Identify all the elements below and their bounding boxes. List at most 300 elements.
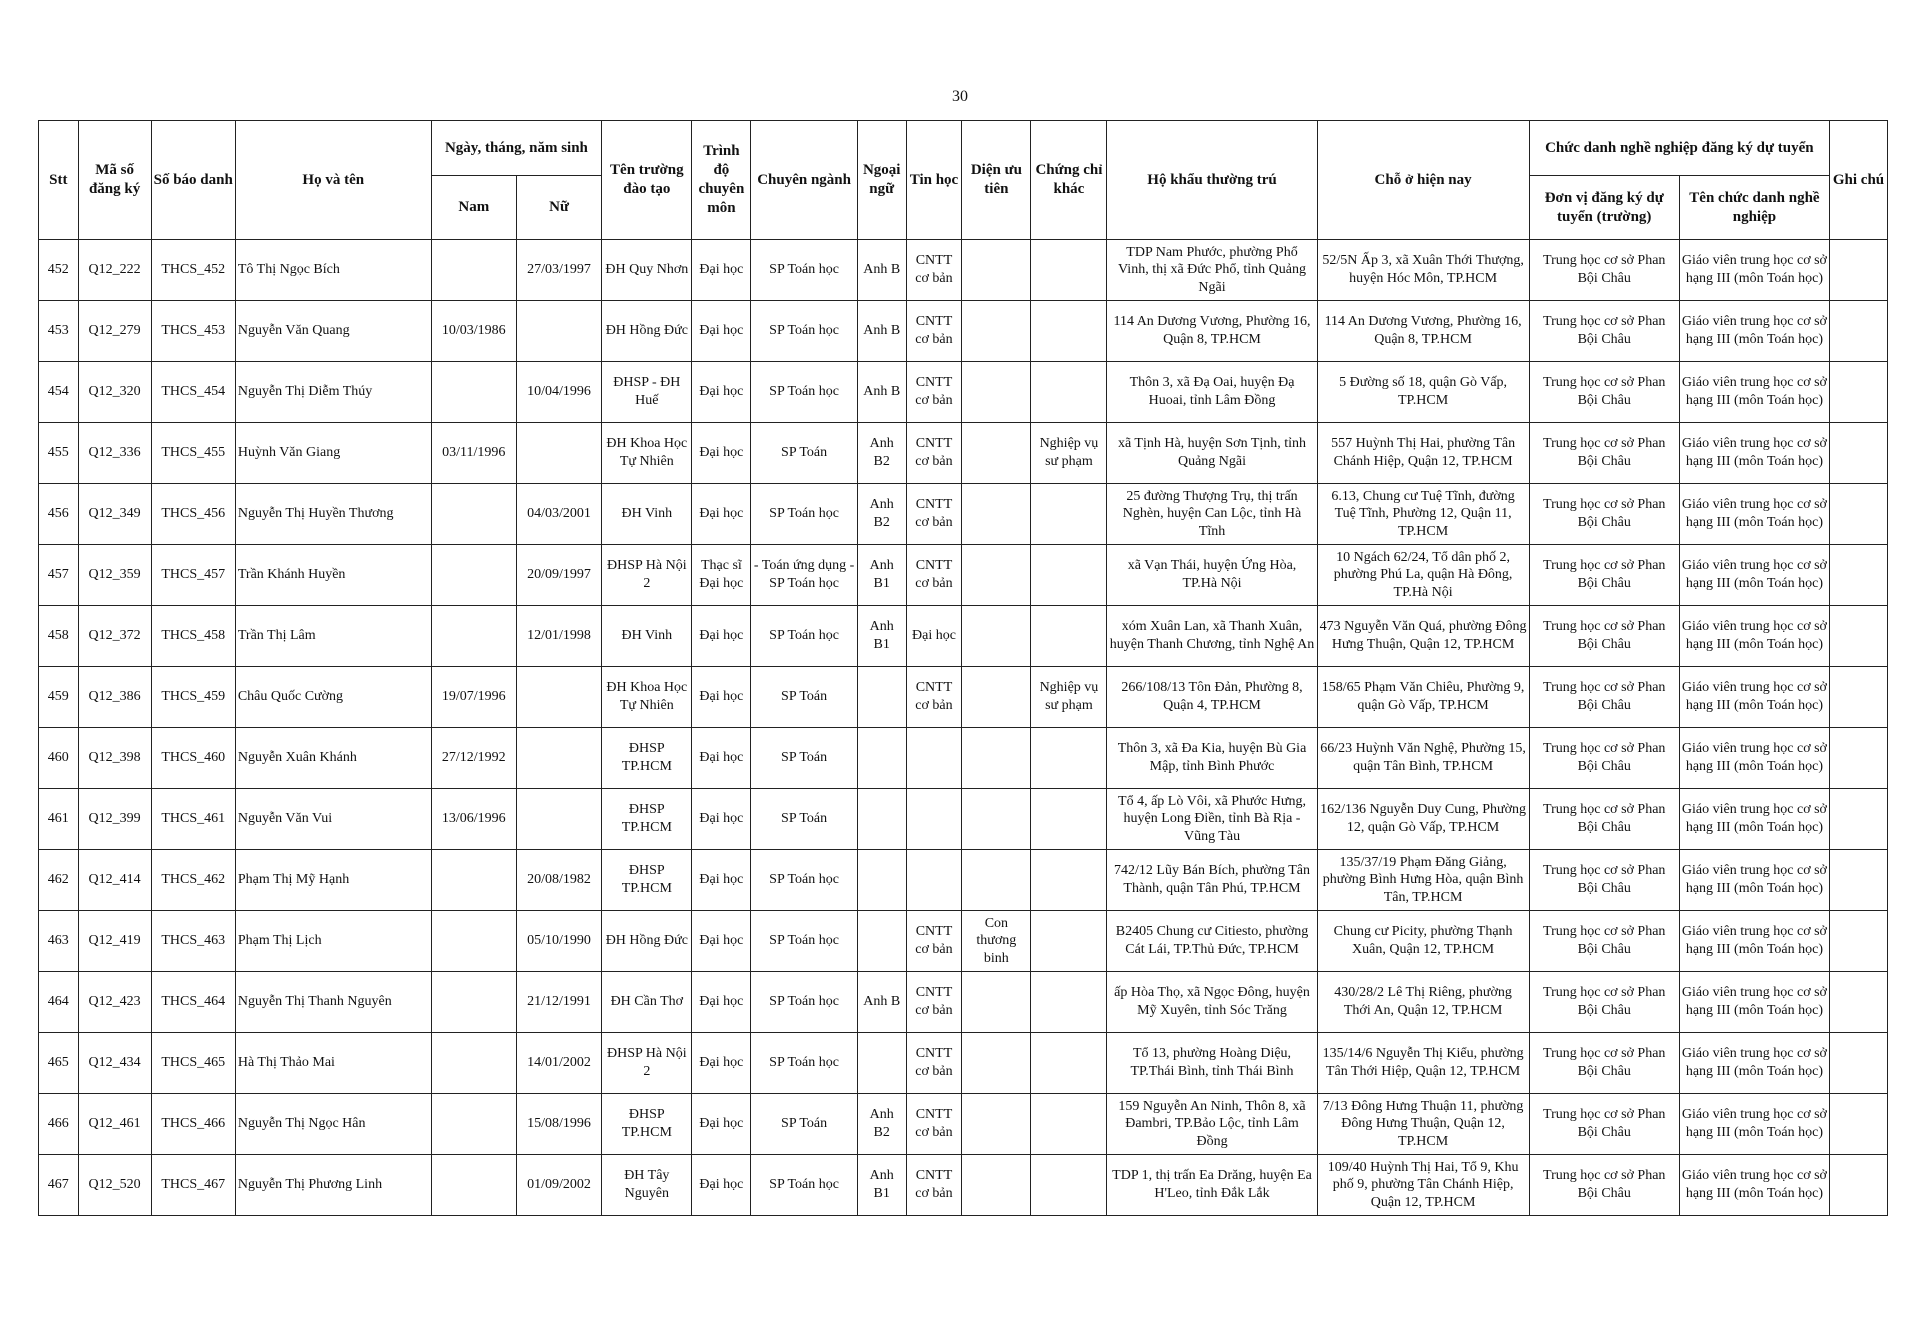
- cell-ngoai-ngu: Anh B2: [857, 423, 906, 484]
- cell-cho-o: 135/14/6 Nguyễn Thị Kiểu, phường Tân Thới Hiệp, Quận 12, TP.HCM: [1317, 1033, 1529, 1094]
- cell-trinh-do: Đại học: [692, 789, 751, 850]
- cell-dien-uu-tien: [962, 728, 1031, 789]
- cell-chuyen-nganh: SP Toán học: [751, 1033, 858, 1094]
- cell-tin-hoc: CNTT cơ bản: [906, 240, 962, 301]
- cell-so-bao-danh: THCS_464: [151, 972, 235, 1033]
- cell-nam: [431, 362, 516, 423]
- table-row: [39, 911, 1888, 972]
- cell-truong: ĐH Vinh: [602, 606, 692, 667]
- cell-ngoai-ngu: Anh B: [857, 362, 906, 423]
- cell-ho-ten: Nguyễn Thị Thanh Nguyên: [235, 972, 431, 1033]
- cell-ho-ten: Nguyễn Thị Diễm Thúy: [235, 362, 431, 423]
- cell-chung-chi: [1031, 545, 1107, 606]
- cell-trinh-do: Đại học: [692, 606, 751, 667]
- cell-dien-uu-tien: [962, 850, 1031, 911]
- cell-ho-ten: Huỳnh Văn Giang: [235, 423, 431, 484]
- table-row: [39, 728, 1888, 789]
- table-row: [39, 1094, 1888, 1155]
- cell-chuyen-nganh: SP Toán học: [751, 1155, 858, 1216]
- cell-ma-so: Q12_349: [78, 484, 151, 545]
- cell-ghi-chu: [1830, 911, 1888, 972]
- cell-truong: ĐH Quy Nhơn: [602, 240, 692, 301]
- cell-chuc-danh: Giáo viên trung học cơ sở hạng III (môn Toán học): [1679, 911, 1829, 972]
- candidate-table: [38, 120, 1888, 1216]
- cell-trinh-do: Đại học: [692, 667, 751, 728]
- cell-tin-hoc: [906, 850, 962, 911]
- cell-ghi-chu: [1830, 1155, 1888, 1216]
- cell-tin-hoc: CNTT cơ bản: [906, 911, 962, 972]
- cell-chung-chi: [1031, 1155, 1107, 1216]
- cell-stt: 466: [39, 1094, 79, 1155]
- table-row: [39, 606, 1888, 667]
- cell-ma-so: Q12_386: [78, 667, 151, 728]
- cell-ho-khau: 114 An Dương Vương, Phường 16, Quận 8, TP.HCM: [1107, 301, 1317, 362]
- cell-stt: 459: [39, 667, 79, 728]
- cell-cho-o: 109/40 Huỳnh Thị Hai, Tổ 9, Khu phố 9, phường Tân Chánh Hiệp, Quận 12, TP.HCM: [1317, 1155, 1529, 1216]
- cell-ngoai-ngu: [857, 789, 906, 850]
- cell-ngoai-ngu: Anh B1: [857, 606, 906, 667]
- cell-tin-hoc: Đại học: [906, 606, 962, 667]
- cell-ho-ten: Trần Thị Lâm: [235, 606, 431, 667]
- cell-so-bao-danh: THCS_454: [151, 362, 235, 423]
- cell-nu: [516, 728, 601, 789]
- cell-chuyen-nganh: SP Toán học: [751, 972, 858, 1033]
- cell-so-bao-danh: THCS_457: [151, 545, 235, 606]
- cell-truong: ĐH Tây Nguyên: [602, 1155, 692, 1216]
- cell-dien-uu-tien: [962, 789, 1031, 850]
- cell-truong: ĐH Hồng Đức: [602, 911, 692, 972]
- cell-cho-o: 162/136 Nguyễn Duy Cung, Phường 12, quận Gò Vấp, TP.HCM: [1317, 789, 1529, 850]
- cell-tin-hoc: CNTT cơ bản: [906, 423, 962, 484]
- cell-ho-khau: B2405 Chung cư Citiesto, phường Cát Lái, TP.Thủ Đức, TP.HCM: [1107, 911, 1317, 972]
- cell-chuc-danh: Giáo viên trung học cơ sở hạng III (môn Toán học): [1679, 667, 1829, 728]
- cell-nam: 03/11/1996: [431, 423, 516, 484]
- cell-ghi-chu: [1830, 362, 1888, 423]
- cell-ma-so: Q12_423: [78, 972, 151, 1033]
- cell-stt: 453: [39, 301, 79, 362]
- cell-ghi-chu: [1830, 545, 1888, 606]
- cell-don-vi: Trung học cơ sở Phan Bội Châu: [1529, 972, 1679, 1033]
- cell-cho-o: 6.13, Chung cư Tuệ Tĩnh, đường Tuệ Tĩnh, Phường 12, Quận 11, TP.HCM: [1317, 484, 1529, 545]
- cell-dien-uu-tien: [962, 423, 1031, 484]
- cell-don-vi: Trung học cơ sở Phan Bội Châu: [1529, 301, 1679, 362]
- cell-don-vi: Trung học cơ sở Phan Bội Châu: [1529, 789, 1679, 850]
- cell-truong: ĐH Hồng Đức: [602, 301, 692, 362]
- cell-trinh-do: Đại học: [692, 423, 751, 484]
- header-chuyen-nganh: Chuyên ngành: [751, 121, 858, 240]
- cell-so-bao-danh: THCS_460: [151, 728, 235, 789]
- cell-ho-khau: xã Vạn Thái, huyện Ứng Hòa, TP.Hà Nội: [1107, 545, 1317, 606]
- header-so-bao-danh: Số báo danh: [151, 121, 235, 240]
- cell-trinh-do: Đại học: [692, 728, 751, 789]
- cell-don-vi: Trung học cơ sở Phan Bội Châu: [1529, 545, 1679, 606]
- header-ghi-chu: Ghi chú: [1830, 121, 1888, 240]
- cell-ngoai-ngu: Anh B2: [857, 484, 906, 545]
- cell-chuc-danh: Giáo viên trung học cơ sở hạng III (môn Toán học): [1679, 301, 1829, 362]
- header-ngoai-ngu: Ngoại ngữ: [857, 121, 906, 240]
- cell-stt: 461: [39, 789, 79, 850]
- cell-ghi-chu: [1830, 850, 1888, 911]
- cell-nam: 10/03/1986: [431, 301, 516, 362]
- header-dien-uu-tien: Diện ưu tiên: [962, 121, 1031, 240]
- cell-truong: ĐH Cần Thơ: [602, 972, 692, 1033]
- cell-dien-uu-tien: [962, 301, 1031, 362]
- cell-ma-so: Q12_320: [78, 362, 151, 423]
- cell-ma-so: Q12_398: [78, 728, 151, 789]
- cell-cho-o: 557 Huỳnh Thị Hai, phường Tân Chánh Hiệp, Quận 12, TP.HCM: [1317, 423, 1529, 484]
- cell-chung-chi: [1031, 301, 1107, 362]
- cell-chuyen-nganh: SP Toán học: [751, 606, 858, 667]
- cell-truong: ĐH Khoa Học Tự Nhiên: [602, 667, 692, 728]
- cell-chuyen-nganh: SP Toán học: [751, 301, 858, 362]
- cell-trinh-do: Đại học: [692, 1155, 751, 1216]
- table-row: [39, 1033, 1888, 1094]
- cell-tin-hoc: CNTT cơ bản: [906, 1155, 962, 1216]
- cell-chuc-danh: Giáo viên trung học cơ sở hạng III (môn Toán học): [1679, 423, 1829, 484]
- cell-chuyen-nganh: SP Toán học: [751, 850, 858, 911]
- cell-chuyen-nganh: SP Toán: [751, 789, 858, 850]
- cell-chung-chi: [1031, 362, 1107, 423]
- cell-don-vi: Trung học cơ sở Phan Bội Châu: [1529, 728, 1679, 789]
- cell-don-vi: Trung học cơ sở Phan Bội Châu: [1529, 850, 1679, 911]
- cell-ho-khau: Thôn 3, xã Đa Kia, huyện Bù Gia Mập, tỉnh Bình Phước: [1107, 728, 1317, 789]
- cell-chung-chi: [1031, 1094, 1107, 1155]
- cell-nu: [516, 301, 601, 362]
- cell-cho-o: 158/65 Phạm Văn Chiêu, Phường 9, quận Gò Vấp, TP.HCM: [1317, 667, 1529, 728]
- cell-ngoai-ngu: [857, 728, 906, 789]
- cell-chuyen-nganh: SP Toán học: [751, 240, 858, 301]
- cell-trinh-do: Đại học: [692, 362, 751, 423]
- cell-chuc-danh: Giáo viên trung học cơ sở hạng III (môn Toán học): [1679, 240, 1829, 301]
- cell-chuc-danh: Giáo viên trung học cơ sở hạng III (môn Toán học): [1679, 850, 1829, 911]
- cell-tin-hoc: CNTT cơ bản: [906, 362, 962, 423]
- header-cho-o: Chỗ ở hiện nay: [1317, 121, 1529, 240]
- cell-trinh-do: Đại học: [692, 972, 751, 1033]
- cell-tin-hoc: CNTT cơ bản: [906, 1033, 962, 1094]
- cell-ho-ten: Nguyễn Văn Vui: [235, 789, 431, 850]
- cell-ho-khau: Tổ 4, ấp Lò Vôi, xã Phước Hưng, huyện Long Điền, tỉnh Bà Rịa - Vũng Tàu: [1107, 789, 1317, 850]
- cell-chuyen-nganh: SP Toán: [751, 1094, 858, 1155]
- cell-ho-khau: xã Tịnh Hà, huyện Sơn Tịnh, tỉnh Quảng Ngãi: [1107, 423, 1317, 484]
- cell-chuc-danh: Giáo viên trung học cơ sở hạng III (môn Toán học): [1679, 362, 1829, 423]
- cell-nam: [431, 240, 516, 301]
- cell-so-bao-danh: THCS_466: [151, 1094, 235, 1155]
- header-ho-khau: Hộ khẩu thường trú: [1107, 121, 1317, 240]
- cell-ma-so: Q12_222: [78, 240, 151, 301]
- cell-ghi-chu: [1830, 789, 1888, 850]
- cell-nu: 15/08/1996: [516, 1094, 601, 1155]
- cell-nam: [431, 1033, 516, 1094]
- cell-ho-ten: Nguyễn Xuân Khánh: [235, 728, 431, 789]
- cell-nu: [516, 789, 601, 850]
- cell-chuyen-nganh: - Toán ứng dụng - SP Toán học: [751, 545, 858, 606]
- cell-nam: [431, 1155, 516, 1216]
- table-row: [39, 362, 1888, 423]
- cell-so-bao-danh: THCS_467: [151, 1155, 235, 1216]
- cell-cho-o: 10 Ngách 62/24, Tổ dân phố 2, phường Phú La, quận Hà Đông, TP.Hà Nội: [1317, 545, 1529, 606]
- cell-stt: 454: [39, 362, 79, 423]
- cell-cho-o: 5 Đường số 18, quận Gò Vấp, TP.HCM: [1317, 362, 1529, 423]
- cell-stt: 463: [39, 911, 79, 972]
- cell-stt: 462: [39, 850, 79, 911]
- cell-tin-hoc: CNTT cơ bản: [906, 545, 962, 606]
- cell-so-bao-danh: THCS_459: [151, 667, 235, 728]
- cell-nam: [431, 606, 516, 667]
- cell-ma-so: Q12_399: [78, 789, 151, 850]
- cell-stt: 456: [39, 484, 79, 545]
- cell-so-bao-danh: THCS_463: [151, 911, 235, 972]
- cell-ho-ten: Trần Khánh Huyền: [235, 545, 431, 606]
- cell-ghi-chu: [1830, 301, 1888, 362]
- cell-nu: 10/04/1996: [516, 362, 601, 423]
- cell-don-vi: Trung học cơ sở Phan Bội Châu: [1529, 911, 1679, 972]
- cell-nu: 14/01/2002: [516, 1033, 601, 1094]
- cell-stt: 455: [39, 423, 79, 484]
- cell-truong: ĐHSP TP.HCM: [602, 1094, 692, 1155]
- cell-trinh-do: Đại học: [692, 484, 751, 545]
- cell-ma-so: Q12_434: [78, 1033, 151, 1094]
- header-chung-chi: Chứng chỉ khác: [1031, 121, 1107, 240]
- table-row: [39, 484, 1888, 545]
- cell-ho-ten: Nguyễn Văn Quang: [235, 301, 431, 362]
- cell-chuyen-nganh: SP Toán: [751, 423, 858, 484]
- cell-ngoai-ngu: [857, 667, 906, 728]
- cell-stt: 467: [39, 1155, 79, 1216]
- cell-ho-khau: 266/108/13 Tôn Đản, Phường 8, Quận 4, TP.HCM: [1107, 667, 1317, 728]
- cell-ma-so: Q12_520: [78, 1155, 151, 1216]
- header-don-vi: Đơn vị đăng ký dự tuyển (trường): [1529, 176, 1679, 240]
- cell-ho-ten: Hà Thị Thảo Mai: [235, 1033, 431, 1094]
- cell-nu: 21/12/1991: [516, 972, 601, 1033]
- cell-nu: 01/09/2002: [516, 1155, 601, 1216]
- cell-don-vi: Trung học cơ sở Phan Bội Châu: [1529, 362, 1679, 423]
- cell-ngoai-ngu: [857, 850, 906, 911]
- cell-ngoai-ngu: [857, 1033, 906, 1094]
- cell-don-vi: Trung học cơ sở Phan Bội Châu: [1529, 240, 1679, 301]
- cell-ma-so: Q12_461: [78, 1094, 151, 1155]
- cell-chuc-danh: Giáo viên trung học cơ sở hạng III (môn Toán học): [1679, 728, 1829, 789]
- cell-dien-uu-tien: [962, 484, 1031, 545]
- cell-ho-khau: 742/12 Lũy Bán Bích, phường Tân Thành, quận Tân Phú, TP.HCM: [1107, 850, 1317, 911]
- cell-so-bao-danh: THCS_465: [151, 1033, 235, 1094]
- cell-cho-o: 52/5N Ấp 3, xã Xuân Thới Thượng, huyện Hóc Môn, TP.HCM: [1317, 240, 1529, 301]
- cell-nu: 27/03/1997: [516, 240, 601, 301]
- cell-chung-chi: [1031, 1033, 1107, 1094]
- cell-so-bao-danh: THCS_453: [151, 301, 235, 362]
- cell-dien-uu-tien: [962, 1155, 1031, 1216]
- cell-ghi-chu: [1830, 1033, 1888, 1094]
- cell-so-bao-danh: THCS_456: [151, 484, 235, 545]
- cell-ghi-chu: [1830, 728, 1888, 789]
- cell-nu: [516, 667, 601, 728]
- cell-cho-o: 66/23 Huỳnh Văn Nghệ, Phường 15, quận Tân Bình, TP.HCM: [1317, 728, 1529, 789]
- cell-ghi-chu: [1830, 606, 1888, 667]
- cell-nam: [431, 1094, 516, 1155]
- cell-truong: ĐHSP Hà Nội 2: [602, 1033, 692, 1094]
- cell-tin-hoc: CNTT cơ bản: [906, 484, 962, 545]
- cell-nam: [431, 911, 516, 972]
- cell-dien-uu-tien: [962, 1033, 1031, 1094]
- cell-ho-khau: Tổ 13, phường Hoàng Diệu, TP.Thái Bình, tỉnh Thái Bình: [1107, 1033, 1317, 1094]
- cell-chung-chi: [1031, 789, 1107, 850]
- header-ma-so: Mã số đăng ký: [78, 121, 151, 240]
- cell-ho-khau: ấp Hòa Thọ, xã Ngọc Đông, huyện Mỹ Xuyên, tỉnh Sóc Trăng: [1107, 972, 1317, 1033]
- cell-dien-uu-tien: [962, 362, 1031, 423]
- cell-chung-chi: [1031, 972, 1107, 1033]
- cell-dien-uu-tien: [962, 545, 1031, 606]
- cell-trinh-do: Thạc sĩ Đại học: [692, 545, 751, 606]
- cell-tin-hoc: CNTT cơ bản: [906, 667, 962, 728]
- cell-tin-hoc: [906, 789, 962, 850]
- header-tin-hoc: Tin học: [906, 121, 962, 240]
- cell-ho-ten: Phạm Thị Lịch: [235, 911, 431, 972]
- cell-nu: 05/10/1990: [516, 911, 601, 972]
- cell-nu: 20/08/1982: [516, 850, 601, 911]
- cell-ngoai-ngu: Anh B2: [857, 1094, 906, 1155]
- cell-nam: [431, 972, 516, 1033]
- cell-cho-o: 430/28/2 Lê Thị Riêng, phường Thới An, Quận 12, TP.HCM: [1317, 972, 1529, 1033]
- cell-ngoai-ngu: [857, 911, 906, 972]
- cell-chuc-danh: Giáo viên trung học cơ sở hạng III (môn Toán học): [1679, 545, 1829, 606]
- cell-so-bao-danh: THCS_455: [151, 423, 235, 484]
- cell-ngoai-ngu: Anh B: [857, 972, 906, 1033]
- cell-truong: ĐH Vinh: [602, 484, 692, 545]
- cell-stt: 458: [39, 606, 79, 667]
- cell-chuc-danh: Giáo viên trung học cơ sở hạng III (môn Toán học): [1679, 972, 1829, 1033]
- table-row: [39, 1155, 1888, 1216]
- cell-chuyen-nganh: SP Toán học: [751, 911, 858, 972]
- cell-ho-ten: Tô Thị Ngọc Bích: [235, 240, 431, 301]
- cell-truong: ĐHSP - ĐH Huế: [602, 362, 692, 423]
- cell-chung-chi: [1031, 728, 1107, 789]
- cell-chuyen-nganh: SP Toán: [751, 728, 858, 789]
- cell-truong: ĐHSP Hà Nội 2: [602, 545, 692, 606]
- cell-ho-ten: Nguyễn Thị Phương Linh: [235, 1155, 431, 1216]
- cell-don-vi: Trung học cơ sở Phan Bội Châu: [1529, 606, 1679, 667]
- cell-stt: 452: [39, 240, 79, 301]
- cell-nu: 12/01/1998: [516, 606, 601, 667]
- cell-truong: ĐHSP TP.HCM: [602, 789, 692, 850]
- cell-ngoai-ngu: Anh B: [857, 240, 906, 301]
- cell-chuyen-nganh: SP Toán: [751, 667, 858, 728]
- cell-ho-khau: 159 Nguyễn An Ninh, Thôn 8, xã Đambri, TP.Bảo Lộc, tỉnh Lâm Đồng: [1107, 1094, 1317, 1155]
- cell-chung-chi: Nghiệp vụ sư phạm: [1031, 667, 1107, 728]
- cell-chuc-danh: Giáo viên trung học cơ sở hạng III (môn Toán học): [1679, 1094, 1829, 1155]
- table-row: [39, 423, 1888, 484]
- cell-nam: [431, 850, 516, 911]
- cell-don-vi: Trung học cơ sở Phan Bội Châu: [1529, 1094, 1679, 1155]
- header-trinh-do: Trình độ chuyên môn: [692, 121, 751, 240]
- cell-ghi-chu: [1830, 1094, 1888, 1155]
- cell-dien-uu-tien: [962, 240, 1031, 301]
- cell-so-bao-danh: THCS_458: [151, 606, 235, 667]
- cell-ho-khau: TDP 1, thị trấn Ea Drăng, huyện Ea H'Leo, tỉnh Đắk Lắk: [1107, 1155, 1317, 1216]
- cell-ma-so: Q12_419: [78, 911, 151, 972]
- cell-don-vi: Trung học cơ sở Phan Bội Châu: [1529, 1155, 1679, 1216]
- cell-ghi-chu: [1830, 240, 1888, 301]
- cell-nu: 20/09/1997: [516, 545, 601, 606]
- cell-chung-chi: [1031, 911, 1107, 972]
- cell-chuc-danh: Giáo viên trung học cơ sở hạng III (môn Toán học): [1679, 789, 1829, 850]
- cell-nam: 19/07/1996: [431, 667, 516, 728]
- cell-chuc-danh: Giáo viên trung học cơ sở hạng III (môn Toán học): [1679, 484, 1829, 545]
- cell-ho-ten: Nguyễn Thị Ngọc Hân: [235, 1094, 431, 1155]
- cell-ghi-chu: [1830, 484, 1888, 545]
- cell-ghi-chu: [1830, 972, 1888, 1033]
- cell-cho-o: 135/37/19 Phạm Đăng Giảng, phường Bình Hưng Hòa, quận Bình Tân, TP.HCM: [1317, 850, 1529, 911]
- cell-chung-chi: [1031, 850, 1107, 911]
- header-stt: Stt: [39, 121, 79, 240]
- cell-stt: 457: [39, 545, 79, 606]
- header-ten-chuc-danh: Tên chức danh nghề nghiệp: [1679, 176, 1829, 240]
- cell-cho-o: Chung cư Picity, phường Thạnh Xuân, Quận 12, TP.HCM: [1317, 911, 1529, 972]
- cell-nam: 27/12/1992: [431, 728, 516, 789]
- cell-tin-hoc: CNTT cơ bản: [906, 301, 962, 362]
- header-chuc-danh: Chức danh nghề nghiệp đăng ký dự tuyển: [1529, 121, 1829, 176]
- cell-dien-uu-tien: [962, 972, 1031, 1033]
- cell-truong: ĐH Khoa Học Tự Nhiên: [602, 423, 692, 484]
- cell-ho-khau: 25 đường Thượng Trụ, thị trấn Nghèn, huyện Can Lộc, tỉnh Hà Tĩnh: [1107, 484, 1317, 545]
- cell-stt: 464: [39, 972, 79, 1033]
- header-ngay-sinh: Ngày, tháng, năm sinh: [431, 121, 601, 176]
- cell-so-bao-danh: THCS_452: [151, 240, 235, 301]
- cell-cho-o: 114 An Dương Vương, Phường 16, Quận 8, TP.HCM: [1317, 301, 1529, 362]
- page-number: 30: [952, 88, 968, 105]
- cell-dien-uu-tien: [962, 606, 1031, 667]
- cell-truong: ĐHSP TP.HCM: [602, 728, 692, 789]
- header-ho-ten: Họ và tên: [235, 121, 431, 240]
- cell-ma-so: Q12_372: [78, 606, 151, 667]
- table-row: [39, 545, 1888, 606]
- header-nu: Nữ: [516, 176, 601, 240]
- cell-trinh-do: Đại học: [692, 240, 751, 301]
- cell-chung-chi: Nghiệp vụ sư phạm: [1031, 423, 1107, 484]
- cell-ho-ten: Châu Quốc Cường: [235, 667, 431, 728]
- cell-stt: 465: [39, 1033, 79, 1094]
- cell-ma-so: Q12_279: [78, 301, 151, 362]
- cell-cho-o: 473 Nguyễn Văn Quá, phường Đông Hưng Thuận, Quận 12, TP.HCM: [1317, 606, 1529, 667]
- cell-so-bao-danh: THCS_461: [151, 789, 235, 850]
- cell-trinh-do: Đại học: [692, 1094, 751, 1155]
- table-row: [39, 667, 1888, 728]
- cell-nam: [431, 484, 516, 545]
- table-header: [39, 121, 1888, 240]
- table-row: [39, 850, 1888, 911]
- cell-chung-chi: [1031, 606, 1107, 667]
- cell-chuc-danh: Giáo viên trung học cơ sở hạng III (môn Toán học): [1679, 1155, 1829, 1216]
- table-row: [39, 789, 1888, 850]
- cell-chuyen-nganh: SP Toán học: [751, 362, 858, 423]
- cell-nam: 13/06/1996: [431, 789, 516, 850]
- cell-ho-ten: Nguyễn Thị Huyền Thương: [235, 484, 431, 545]
- cell-nu: 04/03/2001: [516, 484, 601, 545]
- cell-trinh-do: Đại học: [692, 850, 751, 911]
- cell-cho-o: 7/13 Đông Hưng Thuận 11, phường Đông Hưng Thuận, Quận 12, TP.HCM: [1317, 1094, 1529, 1155]
- cell-trinh-do: Đại học: [692, 911, 751, 972]
- table-row: [39, 240, 1888, 301]
- cell-tin-hoc: CNTT cơ bản: [906, 972, 962, 1033]
- cell-stt: 460: [39, 728, 79, 789]
- cell-tin-hoc: [906, 728, 962, 789]
- cell-ma-so: Q12_359: [78, 545, 151, 606]
- cell-don-vi: Trung học cơ sở Phan Bội Châu: [1529, 1033, 1679, 1094]
- cell-ho-khau: Thôn 3, xã Đạ Oai, huyện Đạ Huoai, tỉnh Lâm Đồng: [1107, 362, 1317, 423]
- cell-dien-uu-tien: Con thương binh: [962, 911, 1031, 972]
- table-body: [39, 240, 1888, 1216]
- cell-don-vi: Trung học cơ sở Phan Bội Châu: [1529, 423, 1679, 484]
- cell-chuc-danh: Giáo viên trung học cơ sở hạng III (môn Toán học): [1679, 1033, 1829, 1094]
- cell-chuyen-nganh: SP Toán học: [751, 484, 858, 545]
